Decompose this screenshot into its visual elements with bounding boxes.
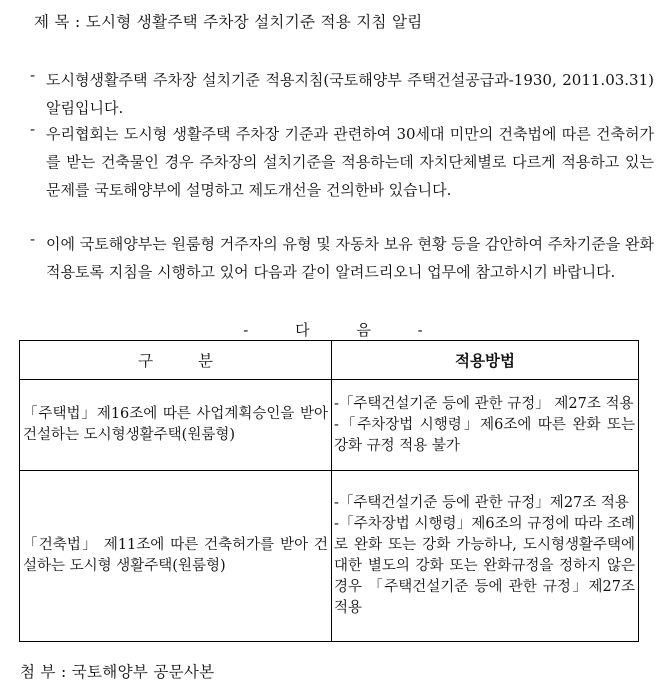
table-header-row	[20, 341, 639, 380]
paragraph-notice	[26, 66, 654, 122]
bullet-dash: -	[30, 230, 36, 248]
bullet-dash: -	[30, 66, 36, 84]
attachment-note: 첨 부 : 국토해양부 공문사본	[20, 663, 215, 681]
table-row	[20, 471, 639, 642]
table-row	[20, 380, 639, 471]
method-item: -「주차장법 시행령」제6조의 규정에 따라 조례로 완화 또는 강화 가능하나, 도시형생활주택에 대한 별도의 강화 또는 완화규정을 정하지 않은 경우 「주택건설기준 등에 관한 규정」제27조 적용	[334, 516, 635, 616]
table-header-category: 구 분	[20, 341, 332, 380]
paragraph-text: 이에 국토해양부는 원룸형 거주자의 유형 및 자동차 보유 현황 등을 감안하여 주차기준을 완화적용토록 지침을 시행하고 있어 다음과 같이 알려드리오니 업무에 참고하시기 바랍니다.	[46, 235, 654, 281]
method-item: -「주차장법 시행령」제6조에 따른 완화 또는 강화 규정 적용 불가	[334, 416, 635, 454]
method-item: -「주택건설기준 등에 관한 규정」 제27조 적용	[334, 395, 634, 412]
paragraph-text: 우리협회는 도시형 생활주택 주차장 기준과 관련하여 30세대 미만의 건축법에 따른 건축허가를 받는 건축물인 경우 주차장의 설치기준을 적용하는데 자치단체별로 다르게 적용하고 있는 문제를 국토해양부에 설명하고 제도개선을 건의한바 있습니다.	[46, 125, 654, 199]
table-header-method: 적용방법	[332, 341, 639, 380]
bullet-dash: -	[30, 120, 36, 138]
section-label: - 다 음 -	[243, 321, 425, 339]
document-title: 제 목 : 도시형 생활주택 주차장 설치기준 적용 지침 알림	[34, 13, 423, 31]
paragraph-guidance	[26, 230, 654, 286]
paragraph-background	[26, 120, 654, 204]
table-cell-category: 「건축법」 제11조에 따른 건축허가를 받아 건설하는 도시형 생활주택(원룸형)	[20, 471, 332, 642]
method-item: -「주택건설기준 등에 관한 규정」제27조 적용	[334, 495, 629, 511]
table-cell-methods	[332, 380, 639, 471]
paragraph-text: 도시형생활주택 주차장 설치기준 적용지침(국토해양부 주택건설공급과-1930, 2011.03.31) 알림입니다.	[46, 71, 654, 117]
table-cell-category: 「주택법」제16조에 따른 사업계획승인을 받아 건설하는 도시형생활주택(원룸형)	[20, 380, 332, 471]
table-cell-methods	[332, 471, 639, 642]
application-table	[19, 340, 639, 642]
